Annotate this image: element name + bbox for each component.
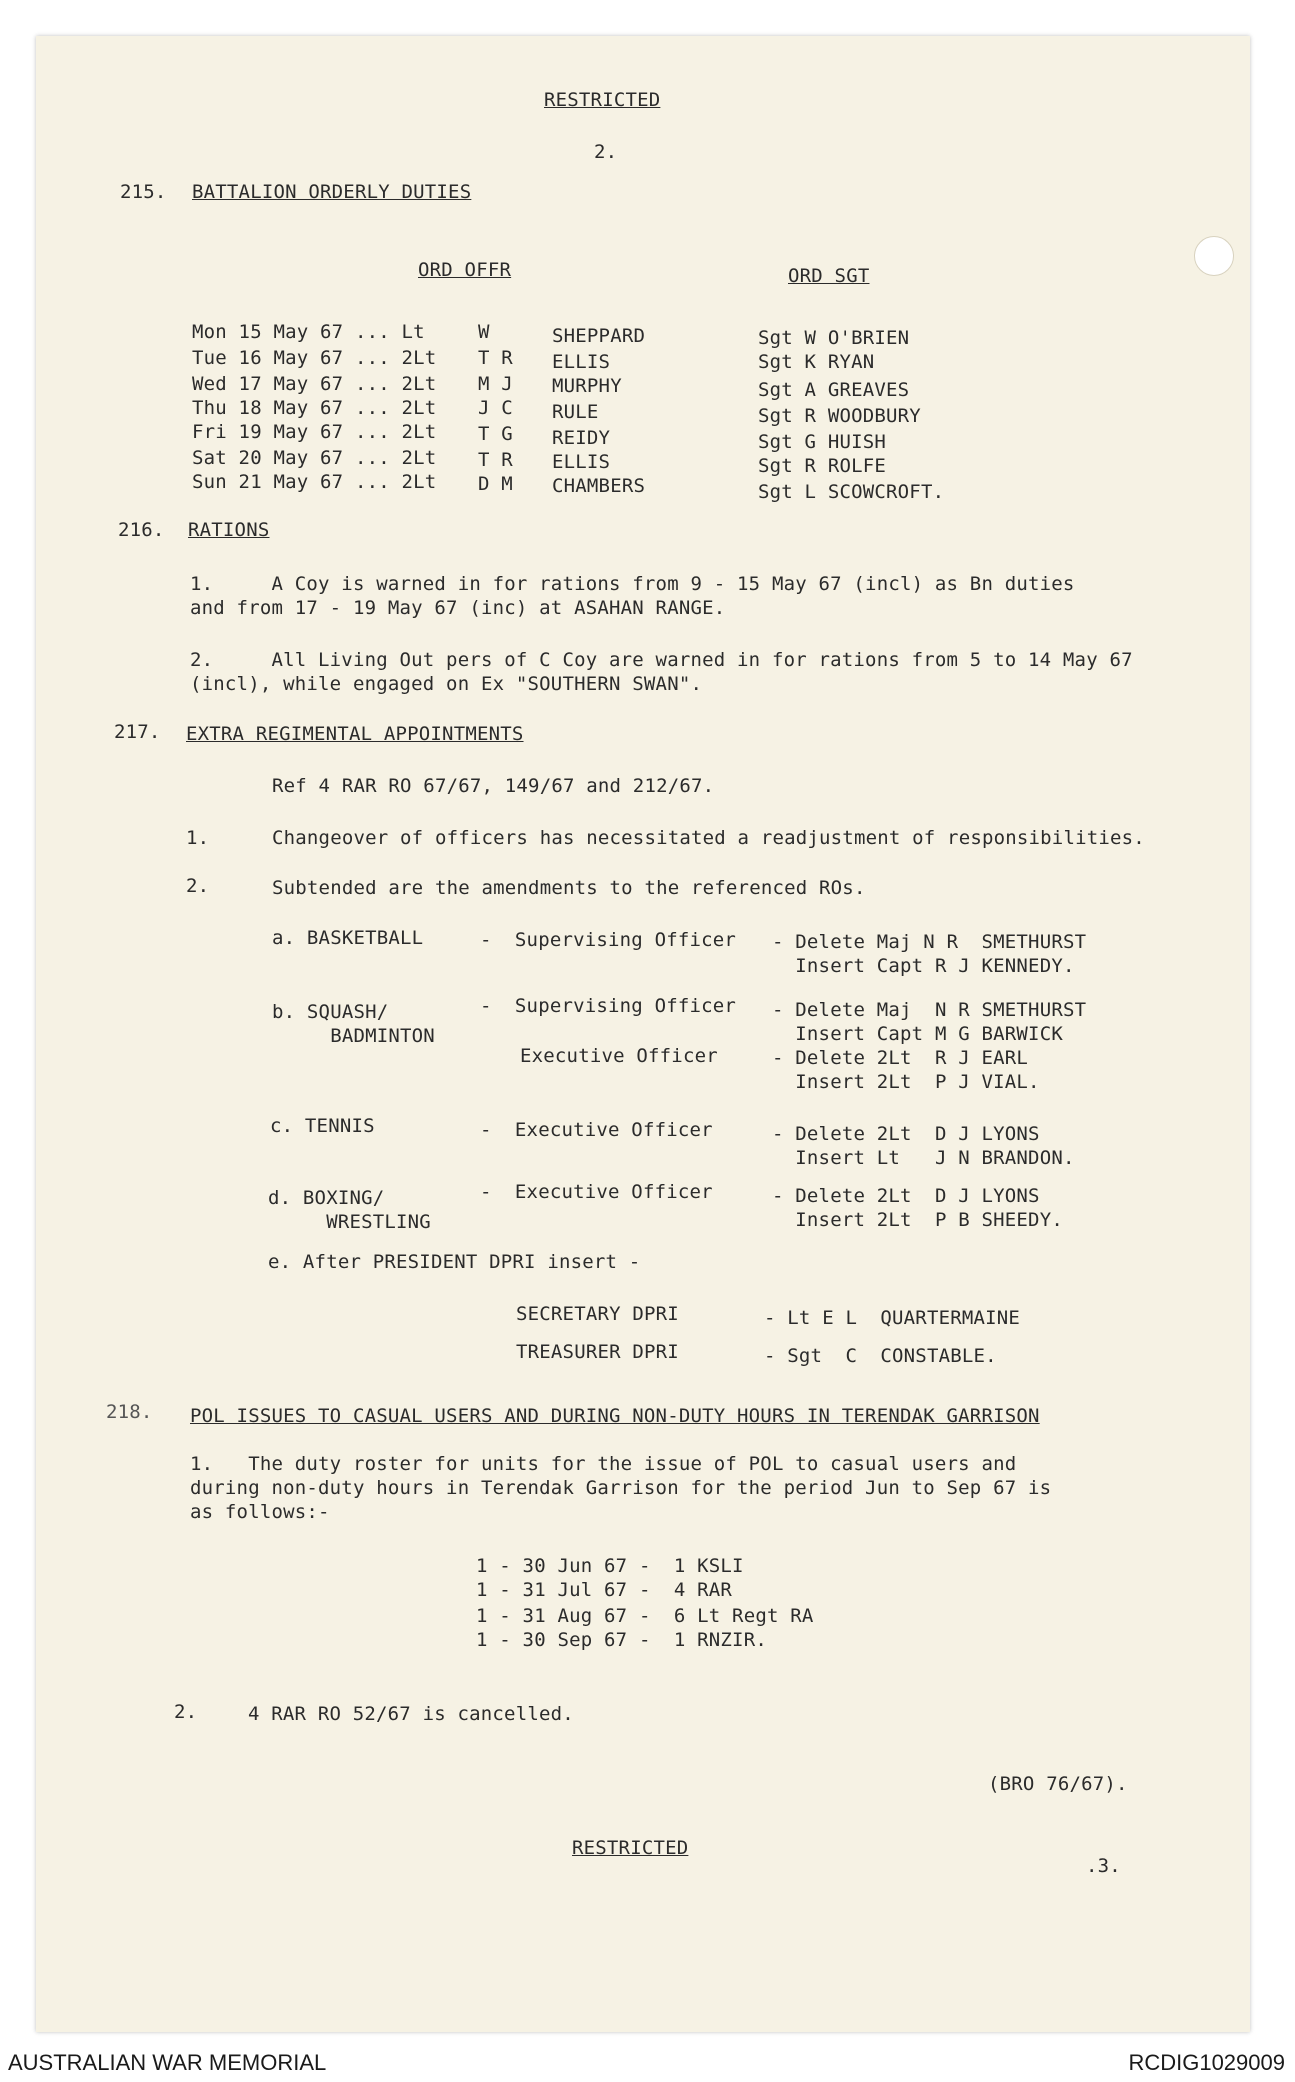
roster-row: 1 - 31 Jul 67 - 4 RAR: [476, 1579, 733, 1601]
section-217-number: 217.: [114, 721, 161, 743]
roster-row: 1 - 30 Sep 67 - 1 RNZIR.: [476, 1629, 767, 1651]
duty-officer: RULE: [552, 401, 599, 423]
duty-sergeant: Sgt W O'BRIEN: [758, 327, 910, 349]
amendment-d-role: - Executive Officer: [480, 1181, 713, 1203]
amendment-a-role: - Supervising Officer: [480, 929, 737, 951]
amendment-b-line-2: Insert Capt M G BARWICK: [772, 1023, 1063, 1045]
duty-officer: REIDY: [552, 427, 611, 449]
section-215-number: 215.: [120, 181, 167, 203]
duty-officer: ELLIS: [552, 451, 611, 473]
next-page-number: .3.: [1086, 1855, 1121, 1877]
amendment-e-role-2: TREASURER DPRI: [516, 1341, 679, 1363]
amendment-a-line-1: - Delete Maj N R SMETHURST: [772, 931, 1087, 953]
duty-date: Tue 16 May 67 ... 2Lt: [192, 347, 437, 369]
duty-officer: SHEPPARD: [552, 325, 646, 347]
amendment-d-line-2: Insert 2Lt P B SHEEDY.: [772, 1209, 1063, 1231]
amendment-a-item: a. BASKETBALL: [272, 927, 424, 949]
document-page: [36, 36, 1250, 2032]
duty-initials: J C: [478, 397, 513, 419]
amendment-b-role-2: Executive Officer: [520, 1045, 718, 1067]
appointments-para-1-number: 1.: [186, 827, 210, 849]
col-ord-offr: ORD OFFR: [418, 259, 512, 281]
duty-date: Sun 21 May 67 ... 2Lt: [192, 471, 437, 493]
footer-archive-id: RCDIG1029009: [1128, 2050, 1285, 2075]
amendment-c-line-1: - Delete 2Lt D J LYONS: [772, 1123, 1040, 1145]
amendment-b-line-1: - Delete Maj N R SMETHURST: [772, 999, 1087, 1021]
roster-row: 1 - 30 Jun 67 - 1 KSLI: [476, 1555, 744, 1577]
appointments-para-2-number: 2.: [186, 875, 210, 897]
duty-initials: D M: [478, 473, 513, 495]
duty-initials: M J: [478, 373, 513, 395]
duty-officer: CHAMBERS: [552, 475, 646, 497]
rations-para-1-cont: and from 17 - 19 May 67 (inc) at ASAHAN RANGE.: [190, 597, 726, 619]
pol-para-1: 1. The duty roster for units for the issue of POL to casual users and: [190, 1453, 1017, 1475]
duty-sergeant: Sgt L SCOWCROFT.: [758, 481, 945, 503]
duty-date: Sat 20 May 67 ... 2Lt: [192, 447, 437, 469]
pol-para-2-number: 2.: [174, 1701, 198, 1723]
amendment-b-line-4: Insert 2Lt P J VIAL.: [772, 1071, 1040, 1093]
amendment-a-line-2: Insert Capt R J KENNEDY.: [772, 955, 1075, 977]
duty-officer: MURPHY: [552, 375, 622, 397]
duty-sergeant: Sgt R ROLFE: [758, 455, 887, 477]
section-217-title: EXTRA REGIMENTAL APPOINTMENTS: [186, 723, 524, 745]
amendment-b-item-cont: BADMINTON: [272, 1025, 435, 1047]
col-ord-sgt: ORD SGT: [788, 265, 870, 287]
amendment-e-item: e. After PRESIDENT DPRI insert -: [268, 1251, 641, 1273]
amendment-e-line-1: - Lt E L QUARTERMAINE: [764, 1307, 1021, 1329]
amendment-c-item: c. TENNIS: [270, 1115, 375, 1137]
duty-initials: T R: [478, 449, 513, 471]
rations-para-2-cont: (incl), while engaged on Ex "SOUTHERN SWAN".: [190, 673, 703, 695]
appointments-para-1: Changeover of officers has necessitated a readjustment of responsibilities.: [272, 827, 1145, 849]
pol-para-1-cont-2: as follows:-: [190, 1501, 330, 1523]
roster-row: 1 - 31 Aug 67 - 6 Lt Regt RA: [476, 1605, 814, 1627]
footer-archive-name: AUSTRALIAN WAR MEMORIAL: [8, 2050, 327, 2075]
appointments-para-2: Subtended are the amendments to the referenced ROs.: [272, 877, 866, 899]
duty-initials: W: [478, 321, 490, 343]
amendment-c-role: - Executive Officer: [480, 1119, 713, 1141]
bro-reference: (BRO 76/67).: [988, 1773, 1128, 1795]
amendment-e-line-2: - Sgt C CONSTABLE.: [764, 1345, 997, 1367]
amendment-b-item: b. SQUASH/: [272, 1001, 389, 1023]
amendment-b-role-1: - Supervising Officer: [480, 995, 737, 1017]
duty-sergeant: Sgt R WOODBURY: [758, 405, 921, 427]
duty-date: Wed 17 May 67 ... 2Lt: [192, 373, 437, 395]
amendment-d-item-cont: WRESTLING: [268, 1211, 431, 1233]
rations-para-1: 1. A Coy is warned in for rations from 9 - 15 May 67 (incl) as Bn duties: [190, 573, 1075, 595]
amendment-e-role-1: SECRETARY DPRI: [516, 1303, 679, 1325]
amendment-d-item: d. BOXING/: [268, 1187, 385, 1209]
classification-bottom: RESTRICTED: [572, 1837, 689, 1859]
rations-para-2: 2. All Living Out pers of C Coy are warned in for rations from 5 to 14 May 67: [190, 649, 1133, 671]
section-218-number: 218.: [106, 1401, 153, 1423]
amendment-c-line-2: Insert Lt J N BRANDON.: [772, 1147, 1075, 1169]
section-218-title: POL ISSUES TO CASUAL USERS AND DURING NON-DUTY HOURS IN TERENDAK GARRISON: [190, 1405, 1040, 1427]
appointments-ref: Ref 4 RAR RO 67/67, 149/67 and 212/67.: [272, 775, 715, 797]
duty-sergeant: Sgt G HUISH: [758, 431, 887, 453]
duty-officer: ELLIS: [552, 351, 611, 373]
duty-date: Fri 19 May 67 ... 2Lt: [192, 421, 437, 443]
pol-para-2: 4 RAR RO 52/67 is cancelled.: [248, 1703, 574, 1725]
section-216-number: 216.: [118, 519, 165, 541]
duty-date: Thu 18 May 67 ... 2Lt: [192, 397, 437, 419]
amendment-d-line-1: - Delete 2Lt D J LYONS: [772, 1185, 1040, 1207]
duty-date: Mon 15 May 67 ... Lt: [192, 321, 425, 343]
section-216-title: RATIONS: [188, 519, 270, 541]
amendment-b-line-3: - Delete 2Lt R J EARL: [772, 1047, 1029, 1069]
classification-top: RESTRICTED: [544, 89, 661, 111]
pol-para-1-cont: during non-duty hours in Terendak Garrison for the period Jun to Sep 67 is: [190, 1477, 1052, 1499]
duty-sergeant: Sgt K RYAN: [758, 351, 875, 373]
section-215-title: BATTALION ORDERLY DUTIES: [192, 181, 472, 203]
page-number: 2.: [594, 141, 618, 163]
duty-initials: T G: [478, 423, 513, 445]
duty-sergeant: Sgt A GREAVES: [758, 379, 910, 401]
punch-hole: [1194, 236, 1234, 276]
duty-initials: T R: [478, 347, 513, 369]
